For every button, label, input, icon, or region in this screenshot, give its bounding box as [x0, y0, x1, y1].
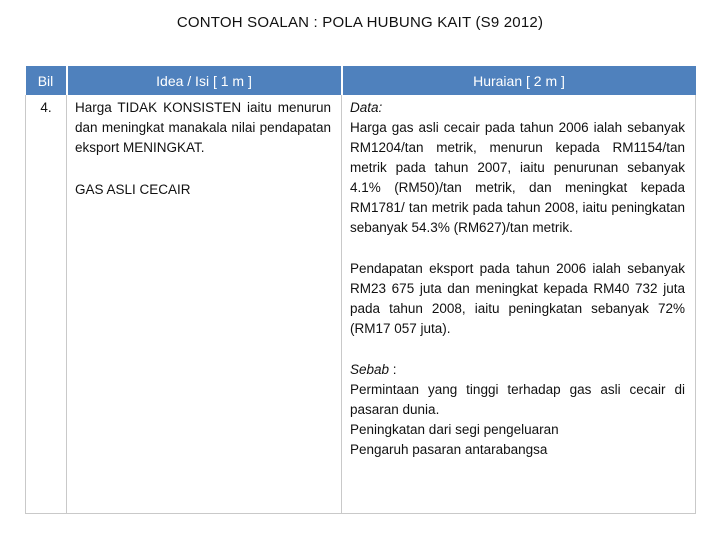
sebab-label: Sebab [350, 362, 390, 377]
table-row [26, 95, 696, 514]
data-paragraph-price: Harga gas asli cecair pada tahun 2006 ialah sebanyak RM1204/tan metrik, menurun kepada RM1154/tan metrik pada tahun 2007, iaitu penurunan sebanyak 4.1% (RM50)/tan metrik, dan meningkat kepada RM1781/ tan metrik pada tahun 2008, iaitu peningkatan sebanyak 54.3% (RM627)/tan metrik. [350, 120, 685, 235]
cell-idea [67, 95, 342, 514]
header-idea: Idea / Isi [ 1 m ] [67, 66, 342, 95]
idea-subject: GAS ASLI CECAIR [75, 182, 191, 197]
header-bil: Bil [26, 66, 67, 95]
cell-bil: 4. [26, 95, 67, 514]
sebab-item: Peningkatan dari segi pengeluaran [350, 422, 559, 437]
sebab-item: Permintaan yang tinggi terhadap gas asli cecair di pasaran dunia. [350, 382, 685, 417]
idea-text: Harga TIDAK KONSISTEN iaitu menurun dan meningkat manakala nilai pendapatan eksport MENINGKAT. [75, 100, 331, 155]
table-header-row [26, 66, 696, 95]
answer-table [25, 66, 696, 514]
page-title: CONTOH SOALAN : POLA HUBUNG KAIT (S9 2012) [176, 14, 544, 31]
cell-huraian [342, 95, 696, 514]
sebab-heading [350, 360, 685, 380]
header-huraian: Huraian [ 2 m ] [342, 66, 696, 95]
sebab-item: Pengaruh pasaran antarabangsa [350, 442, 548, 457]
sebab-colon: : [389, 362, 397, 377]
data-label: Data: [350, 100, 383, 115]
data-paragraph-export: Pendapatan eksport pada tahun 2006 ialah sebanyak RM23 675 juta dan meningkat kepada RM40 732 juta pada tahun 2008, iaitu peningkatan sebanyak 72% (RM17 057 juta). [350, 261, 685, 336]
